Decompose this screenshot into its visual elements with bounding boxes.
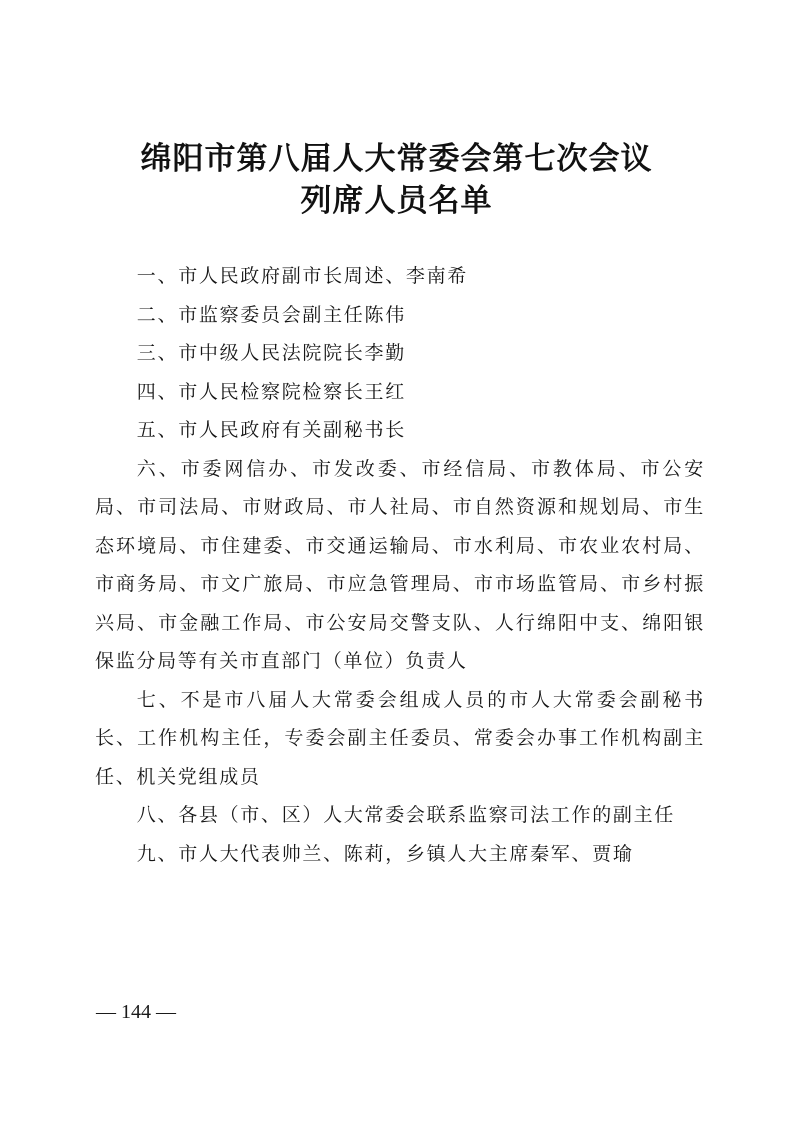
document-title: 绵阳市第八届人大常委会第七次会议 bbox=[140, 141, 653, 177]
document-subtitle: 列席人员名单 bbox=[300, 183, 493, 219]
list-item: 九、市人大代表帅兰、陈莉，乡镇人大主席秦军、贾瑜 bbox=[136, 842, 634, 865]
list-item: 三、市中级人民法院院长李勤 bbox=[136, 342, 406, 364]
list-item: 四、市人民检察院检察长王红 bbox=[136, 380, 406, 403]
list-item: 五、市人民政府有关副秘书长 bbox=[136, 419, 406, 441]
list-item: 二、市监察委员会副主任陈伟 bbox=[136, 303, 406, 326]
attendee-list bbox=[95, 257, 705, 873]
page-number: — 144 — bbox=[96, 1001, 176, 1023]
list-item: 七、不是市八届人大常委会组成人员的市人大常委会副秘书长、工作机构主任，专委会副主任委员、常委会办事工作机构副主任、机关党组成员 bbox=[95, 688, 705, 788]
list-item: 八、各县（市、区）人大常委会联系监察司法工作的副主任 bbox=[136, 804, 675, 826]
list-item: 六、市委网信办、市发改委、市经信局、市教体局、市公安局、市司法局、市财政局、市人社局、市自然资源和规划局、市生态环境局、市住建委、市交通运输局、市水利局、市农业农村局、市商务局、市文广旅局、市应急管理局、市市场监管局、市乡村振兴局、市金融工作局、市公安局交警支队、人行绵阳中支、绵阳银保监分局等有关市直部门（单位）负责人 bbox=[95, 457, 705, 672]
list-item: 一、市人民政府副市长周述、李南希 bbox=[136, 265, 468, 287]
